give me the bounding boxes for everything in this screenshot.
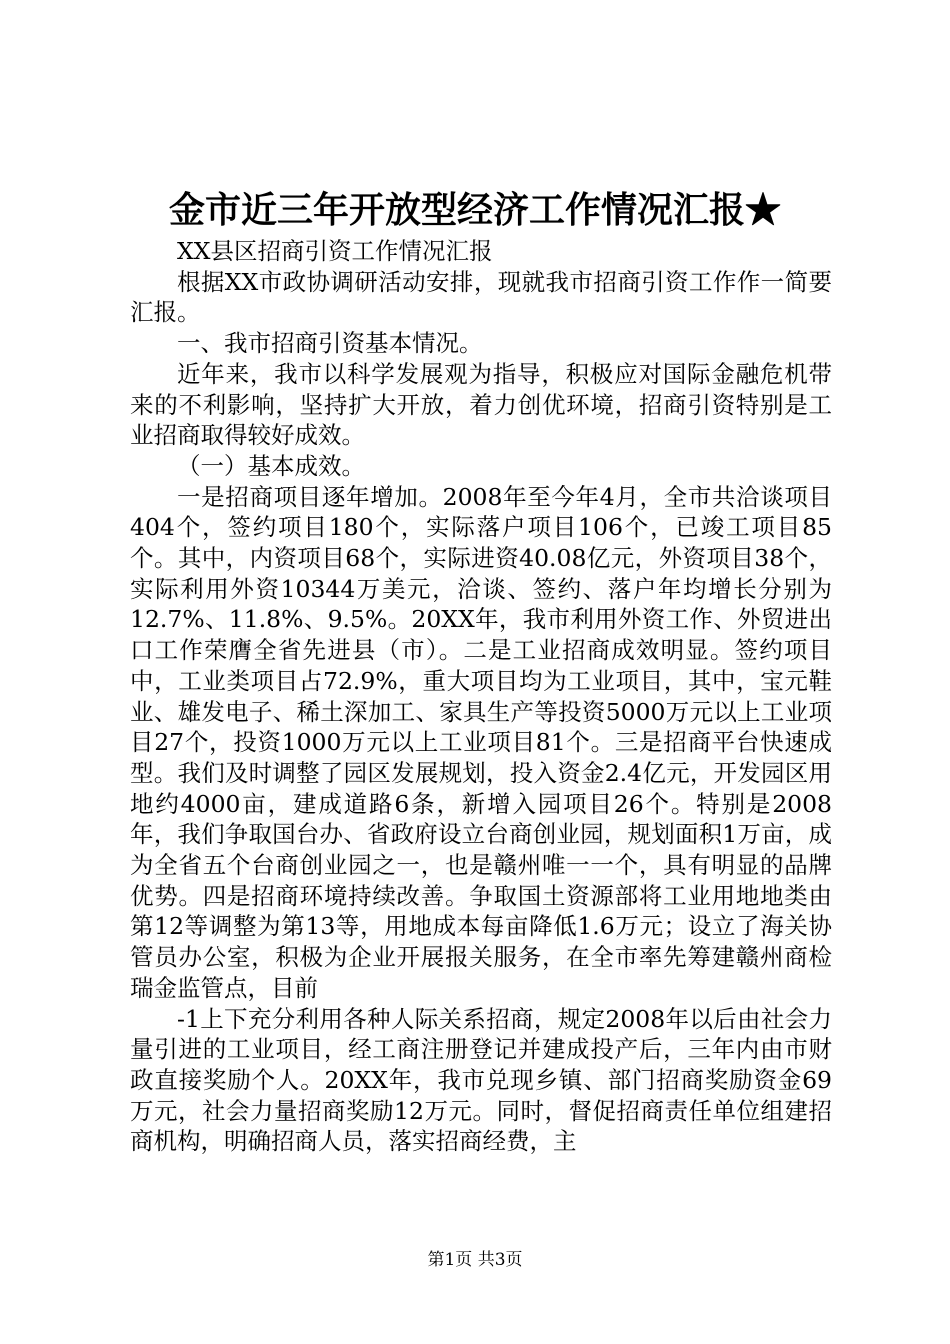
paragraph-intro: 根据XX市政协调研活动安排，现就我市招商引资工作作一简要汇报。 [130, 267, 832, 327]
document-body [130, 236, 832, 1157]
document-title: 金市近三年开放型经济工作情况汇报★ [168, 189, 781, 231]
page-number-footer: 第1页 共3页 [427, 1250, 523, 1270]
paragraph-section-heading: 一、我市招商引资基本情况。 [177, 329, 483, 358]
paragraph-subtitle: XX县区招商引资工作情况汇报 [177, 237, 493, 265]
paragraph-subsection-heading: （一）基本成效。 [177, 451, 365, 480]
paragraph-overview: 近年来，我市以科学发展观为指导，积极应对国际金融危机带来的不利影响，坚持扩大开放，着力创优环境，招商引资特别是工业招商取得较好成效。 [130, 359, 832, 450]
paragraph-achievements: 一是招商项目逐年增加。2008年至今年4月，全市共洽谈项目404个，签约项目180个，实际落户项目106个，已竣工项目85个。其中，内资项目68个，实际进资40.08亿元，外资项目38个，实际利用外资10344万美元，洽谈、签约、落户年均增长分别为12.7%、11.8%、9.5%。20XX年，我市利用外资工作、外贸进出口工作荣膺全省先进县（市）。二是工业招商成效明显。签约项目中，工业类项目占72.9%，重大项目均为工业项目，其中，宝元鞋业、雄发电子、稀土深加工、家具生产等投资5000万元以上工业项目27个，投资1000万元以上工业项目81个。三是招商平台快速成型。我们及时调整了园区发展规划，投入资金2.4亿元，开发园区用地约4000亩，建成道路6条，新增入园项目26个。特别是2008年，我们争取国台办、省政府设立台商创业园，规划面积1万亩，成为全省五个台商创业园之一，也是赣州唯一一个，具有明显的品牌优势。四是招商环境持续改善。争取国土资源部将工业用地地类由第12等调整为第13等，用地成本每亩降低1.6万元；设立了海关协管员办公室，积极为企业开展报关服务，在全市率先筹建赣州商检瑞金监管点，目前 [130, 482, 832, 1002]
paragraph-incentives: -1上下充分利用各种人际关系招商，规定2008年以后由社会力量引进的工业项目，经工商注册登记并建成投产后，三年内由市财政直接奖励个人。20XX年，我市兑现乡镇、部门招商奖励资金69万元，社会力量招商奖励12万元。同时，督促招商责任单位组建招商机构，明确招商人员，落实招商经费，主 [130, 1004, 832, 1156]
